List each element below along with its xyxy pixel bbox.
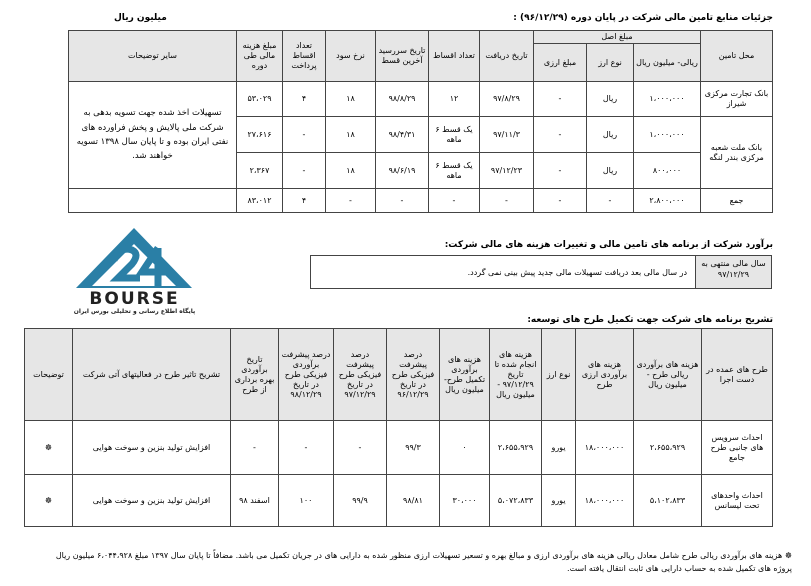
cell-project: احداث واحدهای تحت لیسانس bbox=[702, 475, 773, 527]
funding-table bbox=[68, 30, 773, 213]
header-interest: نرخ سود bbox=[326, 31, 376, 82]
cell-est-fx: ۱۸،۰۰۰،۰۰۰ bbox=[576, 475, 634, 527]
cell-inst: ۱۲ bbox=[429, 82, 480, 117]
footnote-marker-icon: ☸ bbox=[25, 475, 73, 527]
logo-subtitle: پایگاه اطلاع رسانی و تحلیلی بورس ایران bbox=[73, 308, 196, 315]
cell-total-last: - bbox=[376, 189, 429, 213]
section1-title: جزئیات منابع تامین مالی شرکت در پایان دوره (۹۶/۱۲/۲۹) : bbox=[513, 13, 773, 23]
plan-box bbox=[310, 255, 772, 289]
unit-label: میلیون ریال bbox=[114, 13, 167, 23]
header-paid-count: تعداد اقساط پرداخت bbox=[283, 31, 326, 82]
table-row bbox=[69, 82, 773, 117]
table-row bbox=[25, 475, 773, 527]
footnote bbox=[24, 550, 792, 576]
cell-paid: - bbox=[283, 117, 326, 153]
header-remaining: هزینه های برآوردی تکمیل طرح- میلیون ریال bbox=[440, 329, 490, 421]
header-installments: تعداد اقساط bbox=[429, 31, 480, 82]
cell-total-date: - bbox=[480, 189, 534, 213]
cell-rate: ۱۸ bbox=[326, 82, 376, 117]
cell-fx: - bbox=[534, 117, 587, 153]
cell-fx: - bbox=[534, 82, 587, 117]
footnote-marker-icon: ☸ bbox=[25, 421, 73, 475]
footnote-line-2: پروژه های تکمیل شده به حساب دارایی های ثابت انتقال یافته است. bbox=[567, 563, 792, 573]
cell-spent: ۵،۰۷۲،۸۳۳ bbox=[490, 475, 542, 527]
cell-currency: یورو bbox=[542, 421, 576, 475]
cell-operation-date: - bbox=[231, 421, 279, 475]
cell-progress-98: - bbox=[279, 421, 334, 475]
cell-progress-96: ۹۹/۳ bbox=[387, 421, 440, 475]
header-est-fx: هزینه های برآوردی ارزی طرح bbox=[576, 329, 634, 421]
header-principal: مبلغ اصل bbox=[534, 31, 701, 44]
cell-progress-97: ۹۹/۹ bbox=[334, 475, 387, 527]
header-est-rial: هزینه های برآوردی ریالی طرح - میلیون ریال bbox=[634, 329, 702, 421]
cell-remaining: ۳۰،۰۰۰ bbox=[440, 475, 490, 527]
projects-table bbox=[24, 328, 773, 527]
cell-total-paid: ۴ bbox=[283, 189, 326, 213]
section2-title: برآورد شرکت از برنامه های تامین مالی و تغییرات هزینه های مالی شرکت: bbox=[444, 240, 773, 250]
cell-notes: تسهیلات اخذ شده جهت تسویه بدهی به شرکت ملی پالایش و پخش فراورده های نفتی ایران بوده و تا پایان سال ۱۳۹۸ تسویه خواهند شد. bbox=[69, 82, 237, 189]
cell-location: بانک ملت شعبه مرکزی بندر لنگه bbox=[701, 117, 773, 189]
cell-progress-97: - bbox=[334, 421, 387, 475]
header-progress-98: درصد پیشرفت برآوردی فیزیکی طرح در تاریخ ۹۸/۱۲/۲۹ bbox=[279, 329, 334, 421]
cell-rial: ۱،۰۰۰،۰۰۰ bbox=[634, 82, 701, 117]
header-currency-type: نوع ارز bbox=[587, 44, 634, 82]
table-row bbox=[25, 421, 773, 475]
cell-progress-96: ۹۸/۸۱ bbox=[387, 475, 440, 527]
header-spent: هزینه های انجام شده تا تاریخ ۹۷/۱۲/۲۹ - میلیون ریال bbox=[490, 329, 542, 421]
header-receive-date: تاریخ دریافت bbox=[480, 31, 534, 82]
section3-title: تشریح برنامه های شرکت جهت تکمیل طرح های توسعه: bbox=[527, 315, 773, 325]
cell-spent: ۲،۶۵۵،۹۲۹ bbox=[490, 421, 542, 475]
cell-total-rial: ۲،۸۰۰،۰۰۰ bbox=[634, 189, 701, 213]
header-impact: تشریح تاثیر طرح در فعالیتهای آتی شرکت bbox=[73, 329, 231, 421]
cell-impact: افزایش تولید بنزین و سوخت هوایی bbox=[73, 421, 231, 475]
cell-date: ۹۷/۱۲/۲۳ bbox=[480, 153, 534, 189]
cell-date: ۹۷/۱۱/۳ bbox=[480, 117, 534, 153]
cell-total-cost: ۸۳،۰۱۲ bbox=[237, 189, 283, 213]
cell-currency: ریال bbox=[587, 82, 634, 117]
logo-word: BOURSE bbox=[89, 289, 180, 309]
cell-cost: ۲۷،۶۱۶ bbox=[237, 117, 283, 153]
cell-operation-date: اسفند ۹۸ bbox=[231, 475, 279, 527]
cell-paid: ۴ bbox=[283, 82, 326, 117]
cell-total-currency: - bbox=[587, 189, 634, 213]
cell-currency: یورو bbox=[542, 475, 576, 527]
cell-inst: یک قسط ۶ ماهه bbox=[429, 153, 480, 189]
cell-total-inst: - bbox=[429, 189, 480, 213]
header-project: طرح های عمده در دست اجرا bbox=[702, 329, 773, 421]
cell-est-fx: ۱۸،۰۰۰،۰۰۰ bbox=[576, 421, 634, 475]
header-rial-amount: ریالی- میلیون ریال bbox=[634, 44, 701, 82]
cell-location: بانک تجارت مرکزی شیراز bbox=[701, 82, 773, 117]
cell-cost: ۵۳،۰۲۹ bbox=[237, 82, 283, 117]
cell-last: ۹۸/۴/۳۱ bbox=[376, 117, 429, 153]
cell-last: ۹۸/۸/۲۹ bbox=[376, 82, 429, 117]
cell-total-fx: - bbox=[534, 189, 587, 213]
header-operation-date: تاریخ برآوردی بهره برداری از طرح bbox=[231, 329, 279, 421]
header-last-due: تاریخ سررسید آخرین قسط bbox=[376, 31, 429, 82]
cell-project: احداث سرویس های جانبی طرح جامع bbox=[702, 421, 773, 475]
cell-total-rate: - bbox=[326, 189, 376, 213]
cell-currency: ریال bbox=[587, 117, 634, 153]
plan-text: در سال مالی بعد دریافت تسهیلات مالی جدید پیش بینی نمی گردد. bbox=[467, 268, 687, 277]
cell-fx: - bbox=[534, 153, 587, 189]
bourse-logo bbox=[62, 226, 207, 318]
header-currency: نوع ارز bbox=[542, 329, 576, 421]
cell-last: ۹۸/۶/۱۹ bbox=[376, 153, 429, 189]
header-notes: سایر توضیحات bbox=[69, 31, 237, 82]
cell-rate: ۱۸ bbox=[326, 153, 376, 189]
header-progress-97: درصد پیشرفت فیزیکی طرح در تاریخ ۹۷/۱۲/۲۹ bbox=[334, 329, 387, 421]
cell-total-notes bbox=[69, 189, 237, 213]
cell-remaining: ۰ bbox=[440, 421, 490, 475]
cell-rial: ۸۰۰،۰۰۰ bbox=[634, 153, 701, 189]
cell-total-label: جمع bbox=[701, 189, 773, 213]
plan-year-header: سال مالی منتهی به ۹۷/۱۲/۲۹ bbox=[695, 256, 771, 288]
header-fx-amount: مبلغ ارزی bbox=[534, 44, 587, 82]
cell-est-rial: ۲،۶۵۵،۹۲۹ bbox=[634, 421, 702, 475]
cell-cost: ۲،۳۶۷ bbox=[237, 153, 283, 189]
cell-impact: افزایش تولید بنزین و سوخت هوایی bbox=[73, 475, 231, 527]
header-notes: توضیحات bbox=[25, 329, 73, 421]
cell-progress-98: ۱۰۰ bbox=[279, 475, 334, 527]
cell-paid: - bbox=[283, 153, 326, 189]
header-cost: مبلغ هزینه مالی طی دوره bbox=[237, 31, 283, 82]
cell-est-rial: ۵،۱۰۲،۸۳۳ bbox=[634, 475, 702, 527]
cell-rial: ۱،۰۰۰،۰۰۰ bbox=[634, 117, 701, 153]
header-progress-96: درصد پیشرفت فیزیکی طرح در تاریخ ۹۶/۱۲/۲۹ bbox=[387, 329, 440, 421]
cell-currency: ریال bbox=[587, 153, 634, 189]
header-location: محل تامین bbox=[701, 31, 773, 82]
cell-inst: یک قسط ۶ ماهه bbox=[429, 117, 480, 153]
footnote-line-1: ☸ هزینه های برآوردی ریالی طرح شامل معادل ریالی هزینه های برآوردی ارزی و مبالغ بهره و تسعیر تسهیلات ارزی منظور شده به دارایی های در جریان تکمیل می باشد. مضافاً تا پایان سال ۱۳۹۷ مبلغ ۶،۰۴۴،۹۲۸ میلیون ریال bbox=[55, 551, 792, 560]
total-row bbox=[69, 189, 773, 213]
cell-date: ۹۷/۸/۲۹ bbox=[480, 82, 534, 117]
cell-rate: ۱۸ bbox=[326, 117, 376, 153]
bourse-logo-mark bbox=[62, 226, 207, 290]
